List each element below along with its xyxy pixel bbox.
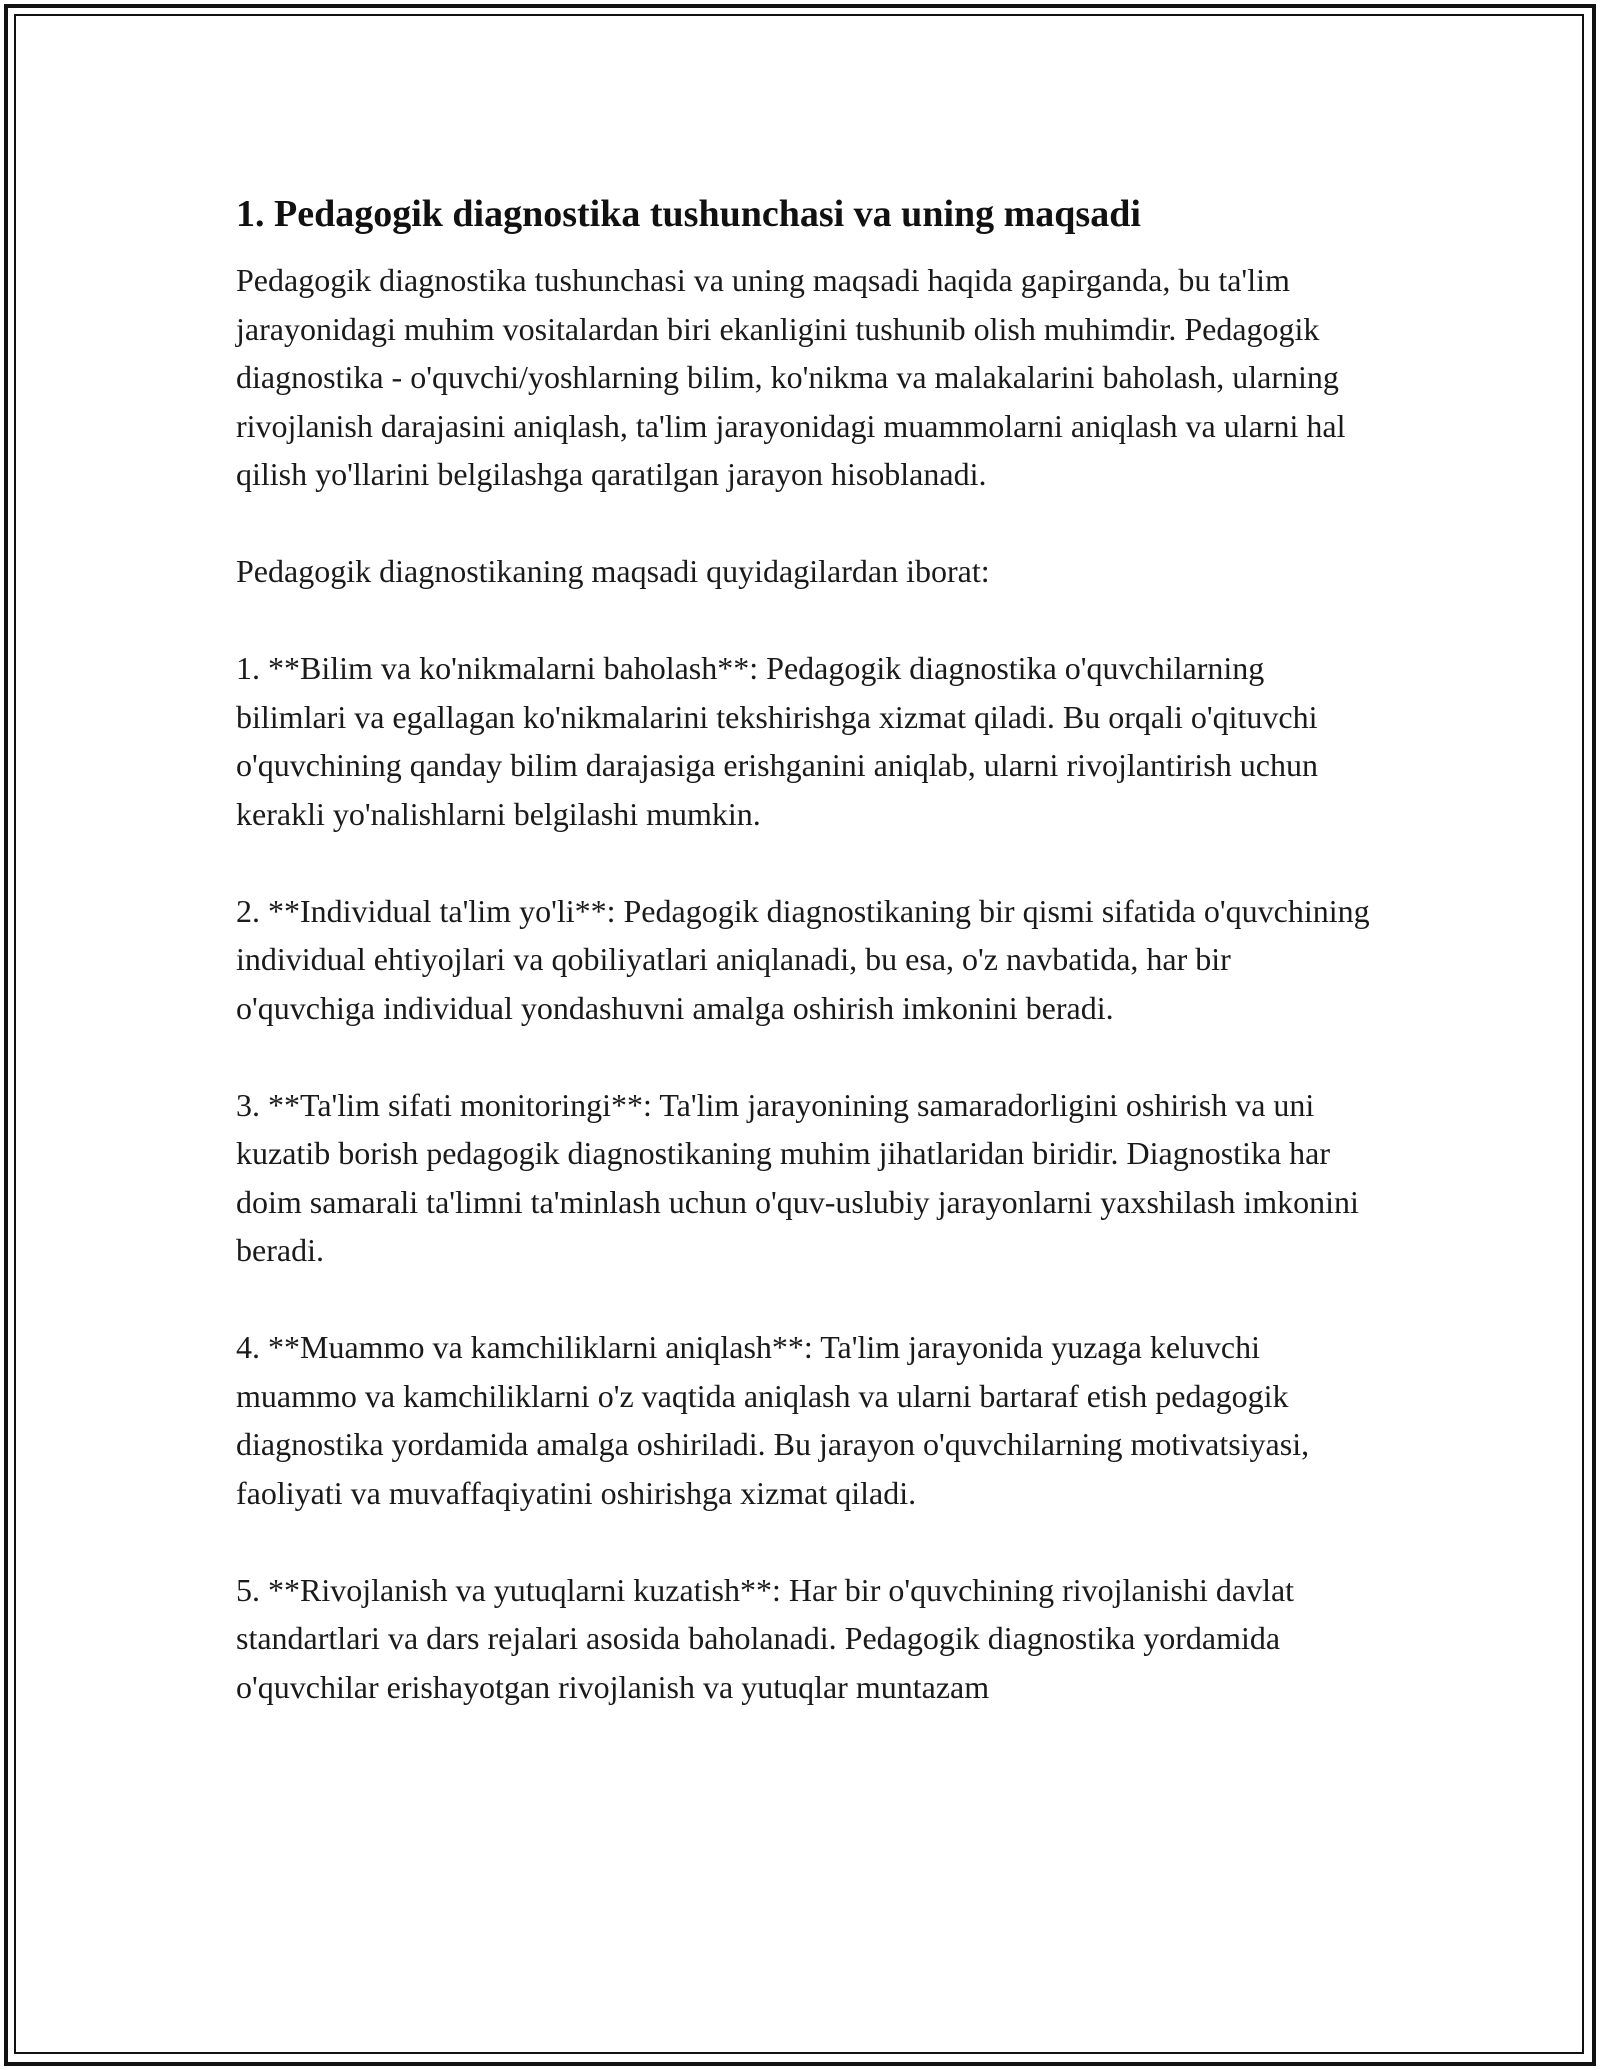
intro-paragraph: Pedagogik diagnostika tushunchasi va uning maqsadi haqida gapirganda, bu ta'lim jarayonidagi muhim vositalardan biri ekanligini tushunib olish muhimdir. Pedagogik diagnostika - o'quvchi/yoshlarning bilim, ko'nikma va malakalarini baholash, ularning rivojlanish darajasini aniqlash, ta'lim jarayonidagi muammolarni aniqlash va ularni hal qilish yo'llarini belgilashga qaratilgan jarayon hisoblanadi.	[236, 262, 1346, 492]
list-item-1: 1. **Bilim va ko'nikmalarni baholash**: Pedagogik diagnostika o'quvchilarning bilimlari va egallagan ko'nikmalarini tekshirishga xizmat qiladi. Bu orqali o'qituvchi o'quvchining qanday bilim darajasiga erishganini aniqlab, ularni rivojlantirish uchun kerakli yo'nalishlarni belgilashi mumkin.	[236, 650, 1318, 832]
list-item-2: 2. **Individual ta'lim yo'li**: Pedagogik diagnostikaning bir qismi sifatida o'quvchining individual ehtiyojlari va qobiliyatlari aniqlanadi, bu esa, o'z navbatida, har bir o'quvchiga individual yondashuvni amalga oshirish imkonini beradi.	[236, 892, 1370, 1026]
list-item-4: 4. **Muammo va kamchiliklarni aniqlash**: Ta'lim jarayonida yuzaga keluvchi muammo va kamchiliklarni o'z vaqtida aniqlash va ularni bartaraf etish pedagogik diagnostika yordamida amalga oshiriladi. Bu jarayon o'quvchilarning motivatsiyasi, faoliyati va muvaffaqiyatini oshirishga xizmat qiladi.	[236, 1329, 1310, 1511]
document-page	[236, 190, 1376, 1760]
goals-lead-paragraph: Pedagogik diagnostikaning maqsadi quyidagilardan iborat:	[236, 553, 990, 589]
list-item-5: 5. **Rivojlanish va yutuqlarni kuzatish**: Har bir o'quvchining rivojlanishi davlat standartlari va dars rejalari asosida baholanadi. Pedagogik diagnostika yordamida o'quvchilar erishayotgan rivojlanish va yutuqlar muntazam	[236, 1571, 1295, 1705]
list-item-3: 3. **Ta'lim sifati monitoringi**: Ta'lim jarayonining samaradorligini oshirish va uni kuzatib borish pedagogik diagnostikaning muhim jihatlaridan biridir. Diagnostika har doim samarali ta'limni ta'minlash uchun o'quv-uslubiy jarayonlarni yaxshilash imkonini beradi.	[236, 1086, 1359, 1268]
section-heading: 1. Pedagogik diagnostika tushunchasi va uning maqsadi	[236, 193, 1141, 235]
